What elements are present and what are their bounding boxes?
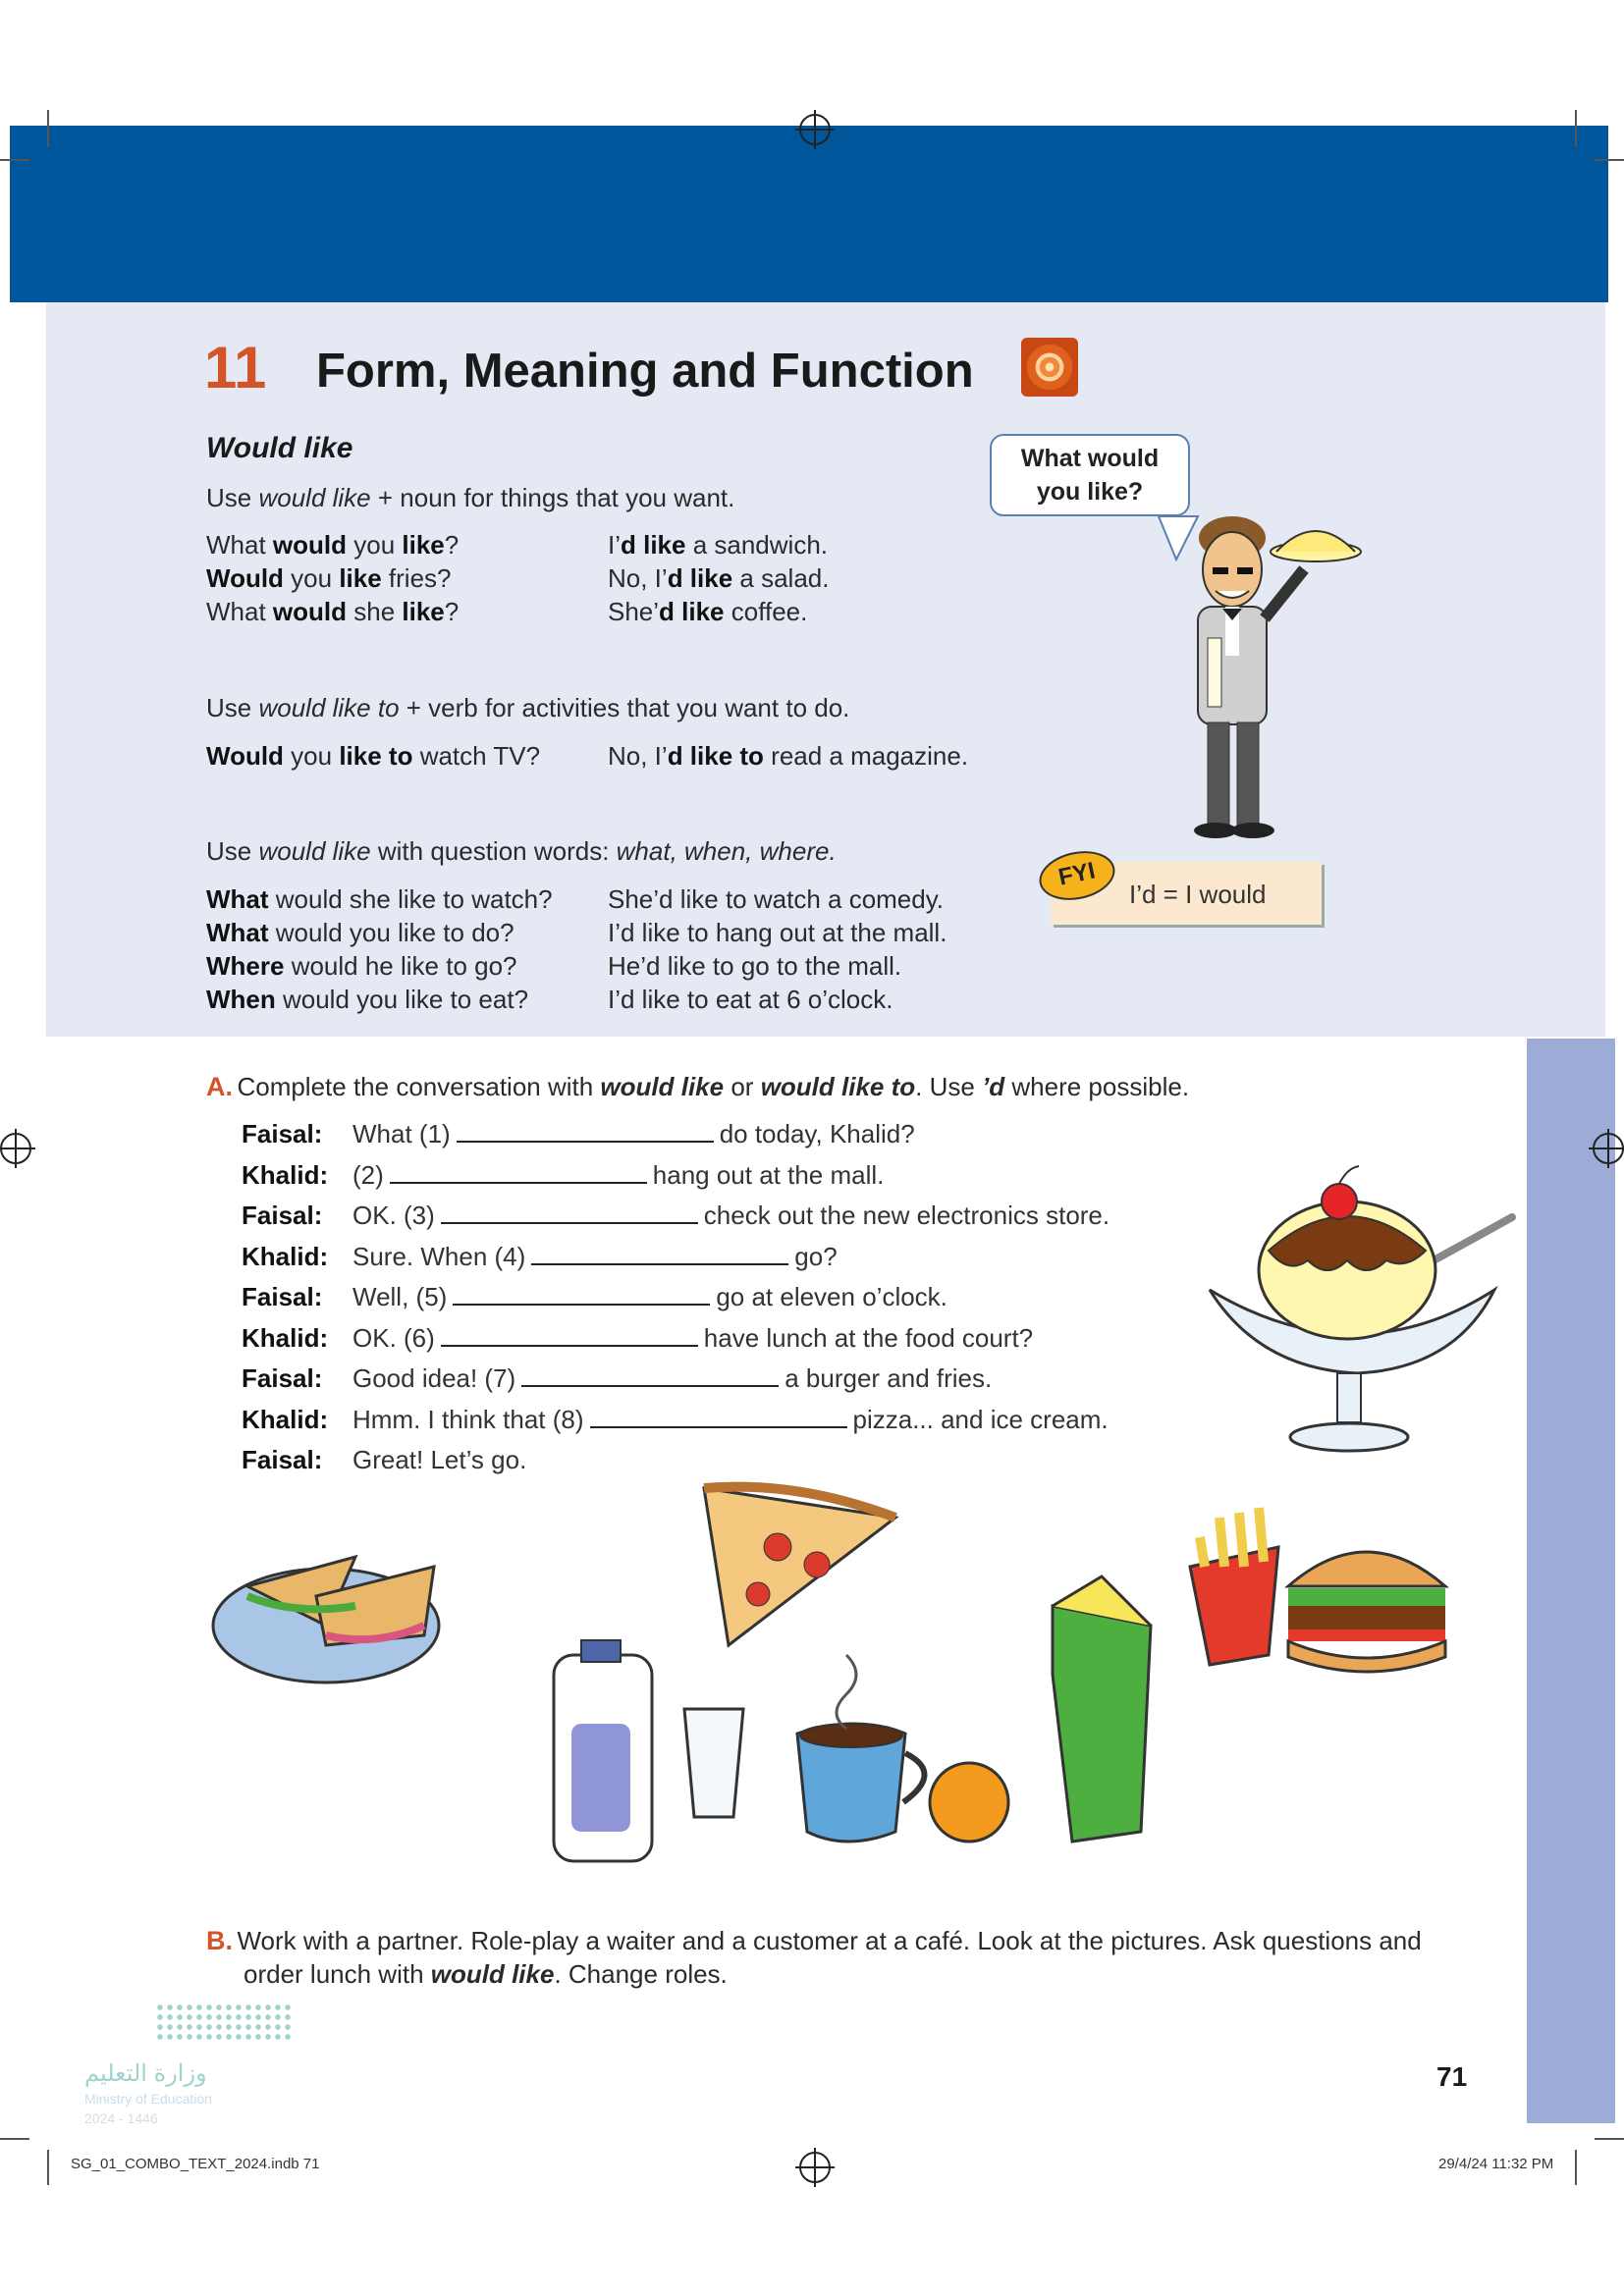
- crop-mark: [47, 110, 49, 147]
- exercise-b-instructions-line2: order lunch with would like. Change roles.: [244, 1959, 728, 1989]
- answer-blank[interactable]: [390, 1162, 647, 1184]
- side-stripe: [1527, 1039, 1615, 2123]
- dialogue-line: Sure. When (4) go?: [352, 1242, 838, 1271]
- grammar-question: Would you like to watch TV?: [206, 741, 541, 771]
- ministry-logo-icon: [155, 2002, 293, 2042]
- answer-blank[interactable]: [457, 1121, 714, 1143]
- grammar-answer: He’d like to go to the mall.: [608, 951, 902, 981]
- sundae-illustration: [1200, 1162, 1524, 1467]
- answer-blank[interactable]: [441, 1325, 698, 1347]
- speaker-label: Faisal:: [242, 1119, 323, 1148]
- crop-mark: [47, 2150, 49, 2185]
- grammar-question: What would you like to do?: [206, 918, 514, 947]
- registration-mark-icon: [799, 114, 831, 145]
- unit-title: Form, Meaning and Function: [316, 345, 974, 398]
- answer-blank[interactable]: [441, 1202, 698, 1224]
- speaker-label: Faisal:: [242, 1445, 323, 1474]
- header-band: [10, 126, 1608, 302]
- ministry-name-english: Ministry of Education: [84, 2091, 212, 2107]
- crop-mark: [1595, 159, 1624, 161]
- dialogue-line: (2) hang out at the mall.: [352, 1160, 885, 1190]
- speaker-label: Faisal:: [242, 1201, 323, 1230]
- fyi-text: I’d = I would: [1129, 880, 1267, 909]
- exercise-b-instructions: B. Work with a partner. Role-play a waiter and a customer at a café. Look at the pictures. Ask questions and: [206, 1926, 1422, 1955]
- crop-mark: [0, 2138, 29, 2140]
- grammar-question: What would she like to watch?: [206, 884, 553, 914]
- exercise-letter: B.: [206, 1926, 233, 1955]
- speaker-label: Khalid:: [242, 1405, 329, 1434]
- fyi-badge: FYI: [1035, 844, 1119, 906]
- dialogue-line: Well, (5) go at eleven o’clock.: [352, 1282, 947, 1311]
- grammar-question: Would you like fries?: [206, 563, 452, 593]
- grammar-answer: No, I’d like to read a magazine.: [608, 741, 969, 771]
- spiral-icon: [1021, 338, 1078, 397]
- crop-mark: [1595, 2138, 1624, 2140]
- registration-mark-icon: [1593, 1133, 1624, 1164]
- speaker-label: Khalid:: [242, 1242, 329, 1271]
- answer-blank[interactable]: [531, 1244, 788, 1265]
- registration-mark-icon: [799, 2152, 831, 2183]
- grammar-answer: I’d like to hang out at the mall.: [608, 918, 947, 947]
- dialogue-line: OK. (6) have lunch at the food court?: [352, 1323, 1034, 1353]
- exercise-letter: A.: [206, 1072, 233, 1101]
- grammar-intro-2: Use would like to + verb for activities that you want to do.: [206, 693, 850, 722]
- ministry-year: 2024 - 1446: [84, 2110, 158, 2126]
- food-illustrations: [208, 1478, 1514, 1891]
- ministry-name-arabic: وزارة التعليم: [84, 2060, 207, 2087]
- speaker-label: Khalid:: [242, 1323, 329, 1353]
- footer-file: SG_01_COMBO_TEXT_2024.indb 71: [71, 2156, 320, 2172]
- grammar-question: What would you like?: [206, 530, 460, 560]
- crop-mark: [1575, 110, 1577, 147]
- footer-date: 29/4/24 11:32 PM: [1438, 2156, 1554, 2172]
- answer-blank[interactable]: [590, 1407, 847, 1428]
- speech-bubble: [990, 434, 1190, 516]
- answer-blank[interactable]: [453, 1284, 710, 1306]
- dialogue-line: OK. (3) check out the new electronics store.: [352, 1201, 1110, 1230]
- dialogue-line: Great! Let’s go.: [352, 1445, 527, 1474]
- waiter-illustration: [1129, 510, 1424, 844]
- exercise-a-instructions: A. Complete the conversation with would like or would like to. Use ’d where possible.: [206, 1072, 1190, 1101]
- speaker-label: Faisal:: [242, 1363, 323, 1393]
- dialogue-line: Good idea! (7) a burger and fries.: [352, 1363, 993, 1393]
- grammar-answer: I’d like a sandwich.: [608, 530, 829, 560]
- crop-mark: [1575, 2150, 1577, 2185]
- bubble-line-2: you like?: [1036, 478, 1144, 506]
- bubble-line-1: What would: [1020, 445, 1160, 472]
- grammar-answer: She’d like to watch a comedy.: [608, 884, 945, 914]
- speaker-label: Faisal:: [242, 1282, 323, 1311]
- grammar-question: Where would he like to go?: [206, 951, 517, 981]
- grammar-intro-1: Use would like + noun for things that you want.: [206, 483, 735, 512]
- speaker-label: Khalid:: [242, 1160, 329, 1190]
- dialogue-line: Hmm. I think that (8) pizza... and ice cream.: [352, 1405, 1109, 1434]
- registration-mark-icon: [0, 1133, 31, 1164]
- dialogue-line: What (1) do today, Khalid?: [352, 1119, 915, 1148]
- answer-blank[interactable]: [521, 1365, 779, 1387]
- grammar-answer: I’d like to eat at 6 o’clock.: [608, 985, 893, 1014]
- grammar-answer: She’d like coffee.: [608, 597, 808, 626]
- grammar-intro-3: Use would like with question words: what, when, where.: [206, 836, 837, 866]
- grammar-question: When would you like to eat?: [206, 985, 529, 1014]
- unit-number: 11: [204, 335, 267, 400]
- section-title: Would like: [206, 432, 353, 464]
- page-number: 71: [1436, 2061, 1468, 2092]
- grammar-question: What would she like?: [206, 597, 460, 626]
- crop-mark: [0, 159, 29, 161]
- grammar-answer: No, I’d like a salad.: [608, 563, 830, 593]
